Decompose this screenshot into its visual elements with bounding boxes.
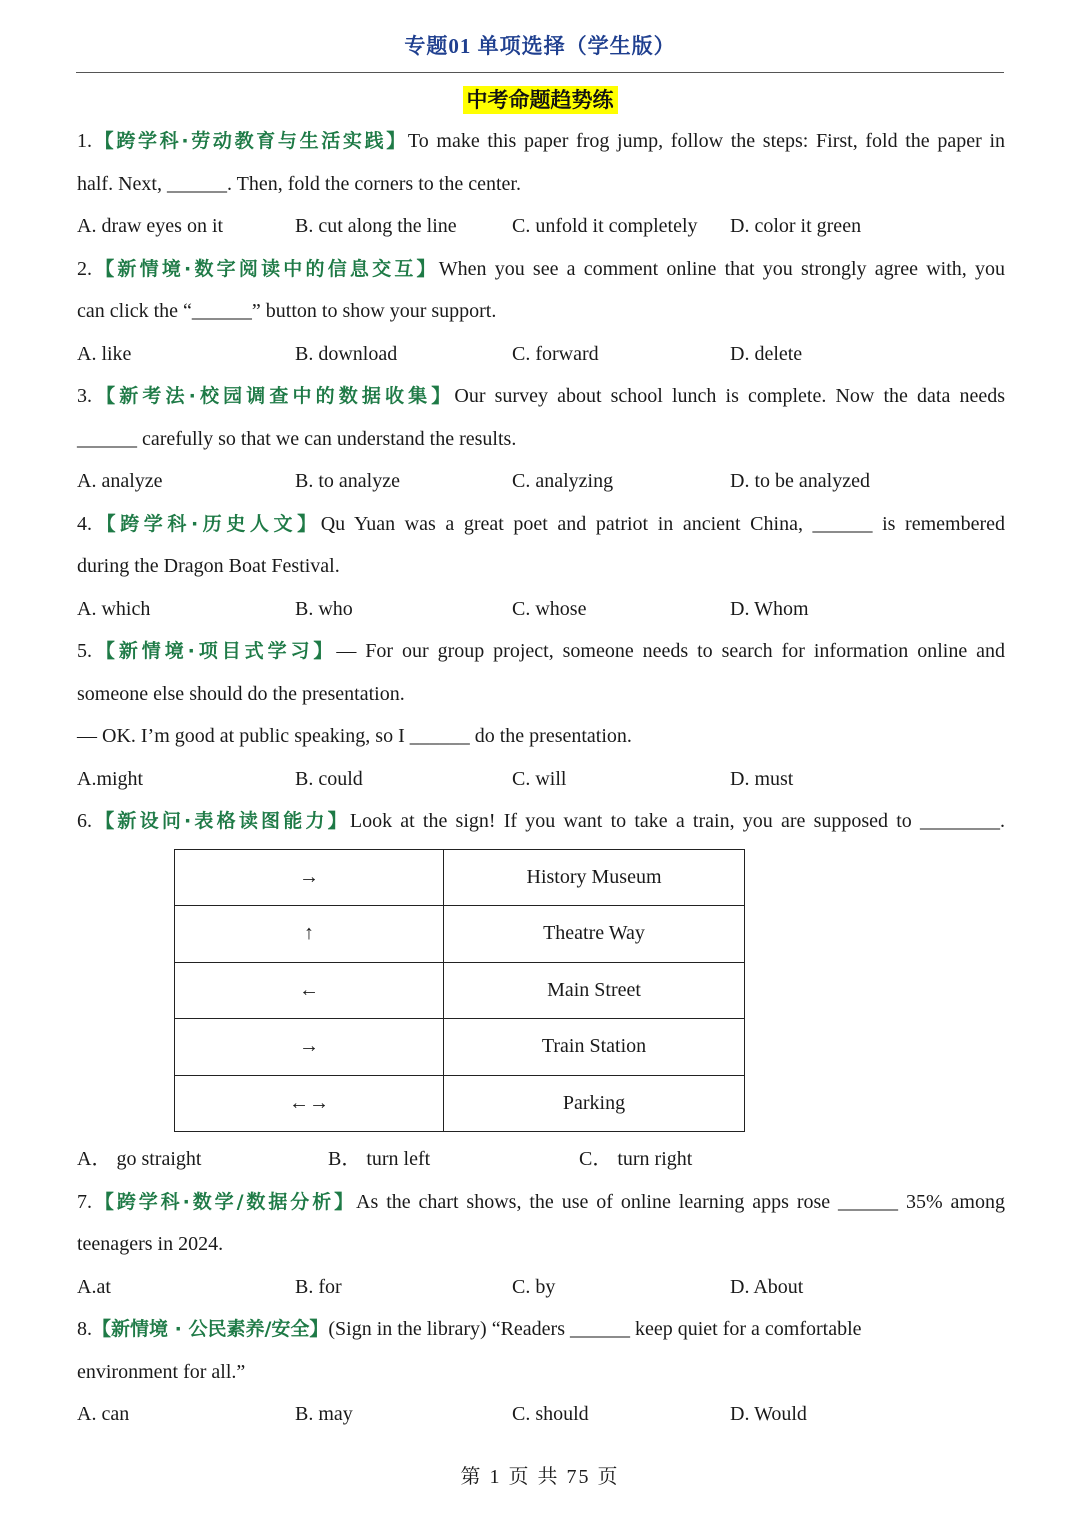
question-text-line: can click the “______” button to show your support. bbox=[77, 300, 497, 322]
option-c[interactable]: C. unfold it completely bbox=[512, 215, 698, 237]
question-text-line: ______ carefully so that we can understand the results. bbox=[77, 427, 517, 450]
sign-row bbox=[175, 1075, 745, 1132]
option-d[interactable]: D. to be analyzed bbox=[730, 470, 870, 492]
direction-arrow: ←→ bbox=[175, 1075, 444, 1132]
option-d[interactable]: D. Would bbox=[730, 1403, 807, 1425]
option-c[interactable]: C. by bbox=[512, 1275, 556, 1298]
header-divider bbox=[76, 72, 1004, 73]
answer-options bbox=[77, 1393, 1005, 1436]
question-text-line: half. Next, ______. Then, fold the corners to the center. bbox=[77, 172, 521, 195]
option-c[interactable]: C. will bbox=[512, 767, 567, 790]
question-text-line: during the Dragon Boat Festival. bbox=[77, 555, 340, 577]
option-a[interactable]: A． go straight bbox=[77, 1148, 202, 1170]
option-a[interactable]: A. analyze bbox=[77, 470, 163, 492]
option-b[interactable]: B. to analyze bbox=[295, 470, 400, 492]
sign-row bbox=[175, 849, 745, 906]
option-d[interactable]: D. Whom bbox=[730, 597, 809, 620]
answer-options bbox=[77, 588, 1005, 631]
option-c[interactable]: C. whose bbox=[512, 597, 587, 620]
question-5 bbox=[77, 630, 1005, 800]
sign-row bbox=[175, 906, 745, 963]
question-2 bbox=[77, 248, 1005, 376]
destination-label: Theatre Way bbox=[444, 906, 745, 963]
question-tag: 【跨学科·数学/数据分析】 bbox=[92, 1190, 357, 1213]
question-tag: 【新设问·表格读图能力】 bbox=[92, 810, 350, 832]
option-a[interactable]: A.might bbox=[77, 767, 144, 790]
option-a[interactable]: A. like bbox=[77, 342, 132, 365]
question-stem bbox=[77, 1181, 1005, 1224]
page-footer-number: 第 1 页 共 75 页 bbox=[460, 1466, 620, 1488]
question-number: 7. bbox=[77, 1190, 92, 1213]
question-8 bbox=[77, 1308, 1005, 1436]
question-stem bbox=[77, 120, 1005, 163]
question-number: 4. bbox=[77, 512, 92, 535]
question-text: As the chart shows, the use of online learning apps rose ______ 35% among bbox=[356, 1190, 1005, 1213]
option-b[interactable]: B. download bbox=[295, 342, 398, 365]
question-tag: 【新考法·校园调查中的数据收集】 bbox=[92, 385, 455, 407]
answer-options bbox=[77, 1138, 1005, 1181]
question-text: Look at the sign! If you want to take a train, you are supposed to ________. bbox=[349, 810, 1005, 832]
question-text-line: environment for all.” bbox=[77, 1360, 246, 1383]
question-number: 8. bbox=[77, 1318, 92, 1340]
question-stem bbox=[77, 375, 1005, 418]
question-text: (Sign in the library) “Readers ______ keep quiet for a comfortable bbox=[328, 1318, 862, 1340]
answer-options bbox=[77, 205, 1005, 248]
question-stem bbox=[77, 1308, 1005, 1351]
question-text: To make this paper frog jump, follow the steps: First, fold the paper in bbox=[407, 130, 1005, 152]
destination-label: Main Street bbox=[444, 962, 745, 1019]
direction-arrow: ← bbox=[175, 962, 444, 1019]
question-stem bbox=[77, 248, 1005, 291]
question-number: 2. bbox=[77, 257, 92, 280]
option-b[interactable]: B. for bbox=[295, 1275, 342, 1298]
question-stem bbox=[77, 630, 1005, 673]
question-stem bbox=[77, 503, 1005, 546]
question-tag: 【新情境·数字阅读中的信息交互】 bbox=[92, 257, 439, 280]
option-d[interactable]: D. color it green bbox=[730, 215, 862, 237]
answer-options bbox=[77, 1266, 1005, 1309]
question-text-line: — OK. I’m good at public speaking, so I ______ do the presentation. bbox=[77, 725, 632, 747]
option-c[interactable]: C. should bbox=[512, 1403, 589, 1425]
answer-options bbox=[77, 460, 1005, 503]
question-4 bbox=[77, 503, 1005, 631]
option-b[interactable]: B． turn left bbox=[328, 1148, 431, 1170]
option-b[interactable]: B. who bbox=[295, 597, 353, 620]
question-3 bbox=[77, 375, 1005, 503]
sign-row bbox=[175, 962, 745, 1019]
option-d[interactable]: D. delete bbox=[730, 342, 803, 365]
direction-sign-table bbox=[174, 849, 745, 1133]
option-b[interactable]: B. cut along the line bbox=[295, 215, 457, 237]
destination-label: Parking bbox=[444, 1075, 745, 1132]
direction-arrow: ↑ bbox=[175, 906, 444, 963]
option-a[interactable]: A. can bbox=[77, 1403, 130, 1425]
question-list bbox=[77, 120, 1005, 1436]
question-tag: 【跨学科·劳动教育与生活实践】 bbox=[92, 130, 408, 152]
question-number: 1. bbox=[77, 130, 92, 152]
option-b[interactable]: B. may bbox=[295, 1403, 353, 1425]
section-title-highlight: 中考命题趋势练 bbox=[463, 86, 618, 114]
option-d[interactable]: D. About bbox=[730, 1275, 804, 1298]
answer-options bbox=[77, 333, 1005, 376]
destination-label: Train Station bbox=[444, 1019, 745, 1076]
option-a[interactable]: A. which bbox=[77, 597, 151, 620]
direction-arrow: → bbox=[175, 1019, 444, 1076]
question-text: When you see a comment online that you strongly agree with, you bbox=[438, 257, 1006, 280]
option-a[interactable]: A.at bbox=[77, 1275, 111, 1298]
question-text: Our survey about school lunch is complete. Now the data needs bbox=[454, 385, 1006, 407]
question-1 bbox=[77, 120, 1005, 248]
option-c[interactable]: C. forward bbox=[512, 342, 599, 365]
destination-label: History Museum bbox=[444, 849, 745, 906]
question-6 bbox=[77, 800, 1005, 1181]
question-number: 3. bbox=[77, 385, 92, 407]
sign-row bbox=[175, 1019, 745, 1076]
question-number: 5. bbox=[77, 640, 92, 662]
question-text: Qu Yuan was a great poet and patriot in ancient China, ______ is remembered bbox=[320, 512, 1005, 535]
question-tag: 【跨学科·历史人文】 bbox=[92, 512, 321, 535]
question-7 bbox=[77, 1181, 1005, 1309]
question-text-line: teenagers in 2024. bbox=[77, 1233, 224, 1255]
question-tag: 【新情境 · 公民素养/安全】 bbox=[92, 1318, 329, 1340]
page-header-title: 专题01 单项选择（学生版） bbox=[404, 34, 676, 58]
answer-options bbox=[77, 758, 1005, 801]
section-title bbox=[0, 84, 1080, 114]
option-d[interactable]: D. must bbox=[730, 767, 794, 790]
question-text-line: someone else should do the presentation. bbox=[77, 682, 405, 705]
question-tag: 【新情境·项目式学习】 bbox=[92, 640, 337, 662]
direction-arrow: → bbox=[175, 849, 444, 906]
option-c[interactable]: C． turn right bbox=[579, 1148, 693, 1170]
question-stem bbox=[77, 800, 1005, 843]
option-a[interactable]: A. draw eyes on it bbox=[77, 215, 224, 237]
option-c[interactable]: C. analyzing bbox=[512, 470, 614, 492]
option-b[interactable]: B. could bbox=[295, 767, 363, 790]
question-text: — For our group project, someone needs to search for information online and bbox=[336, 640, 1005, 662]
question-number: 6. bbox=[77, 810, 92, 832]
